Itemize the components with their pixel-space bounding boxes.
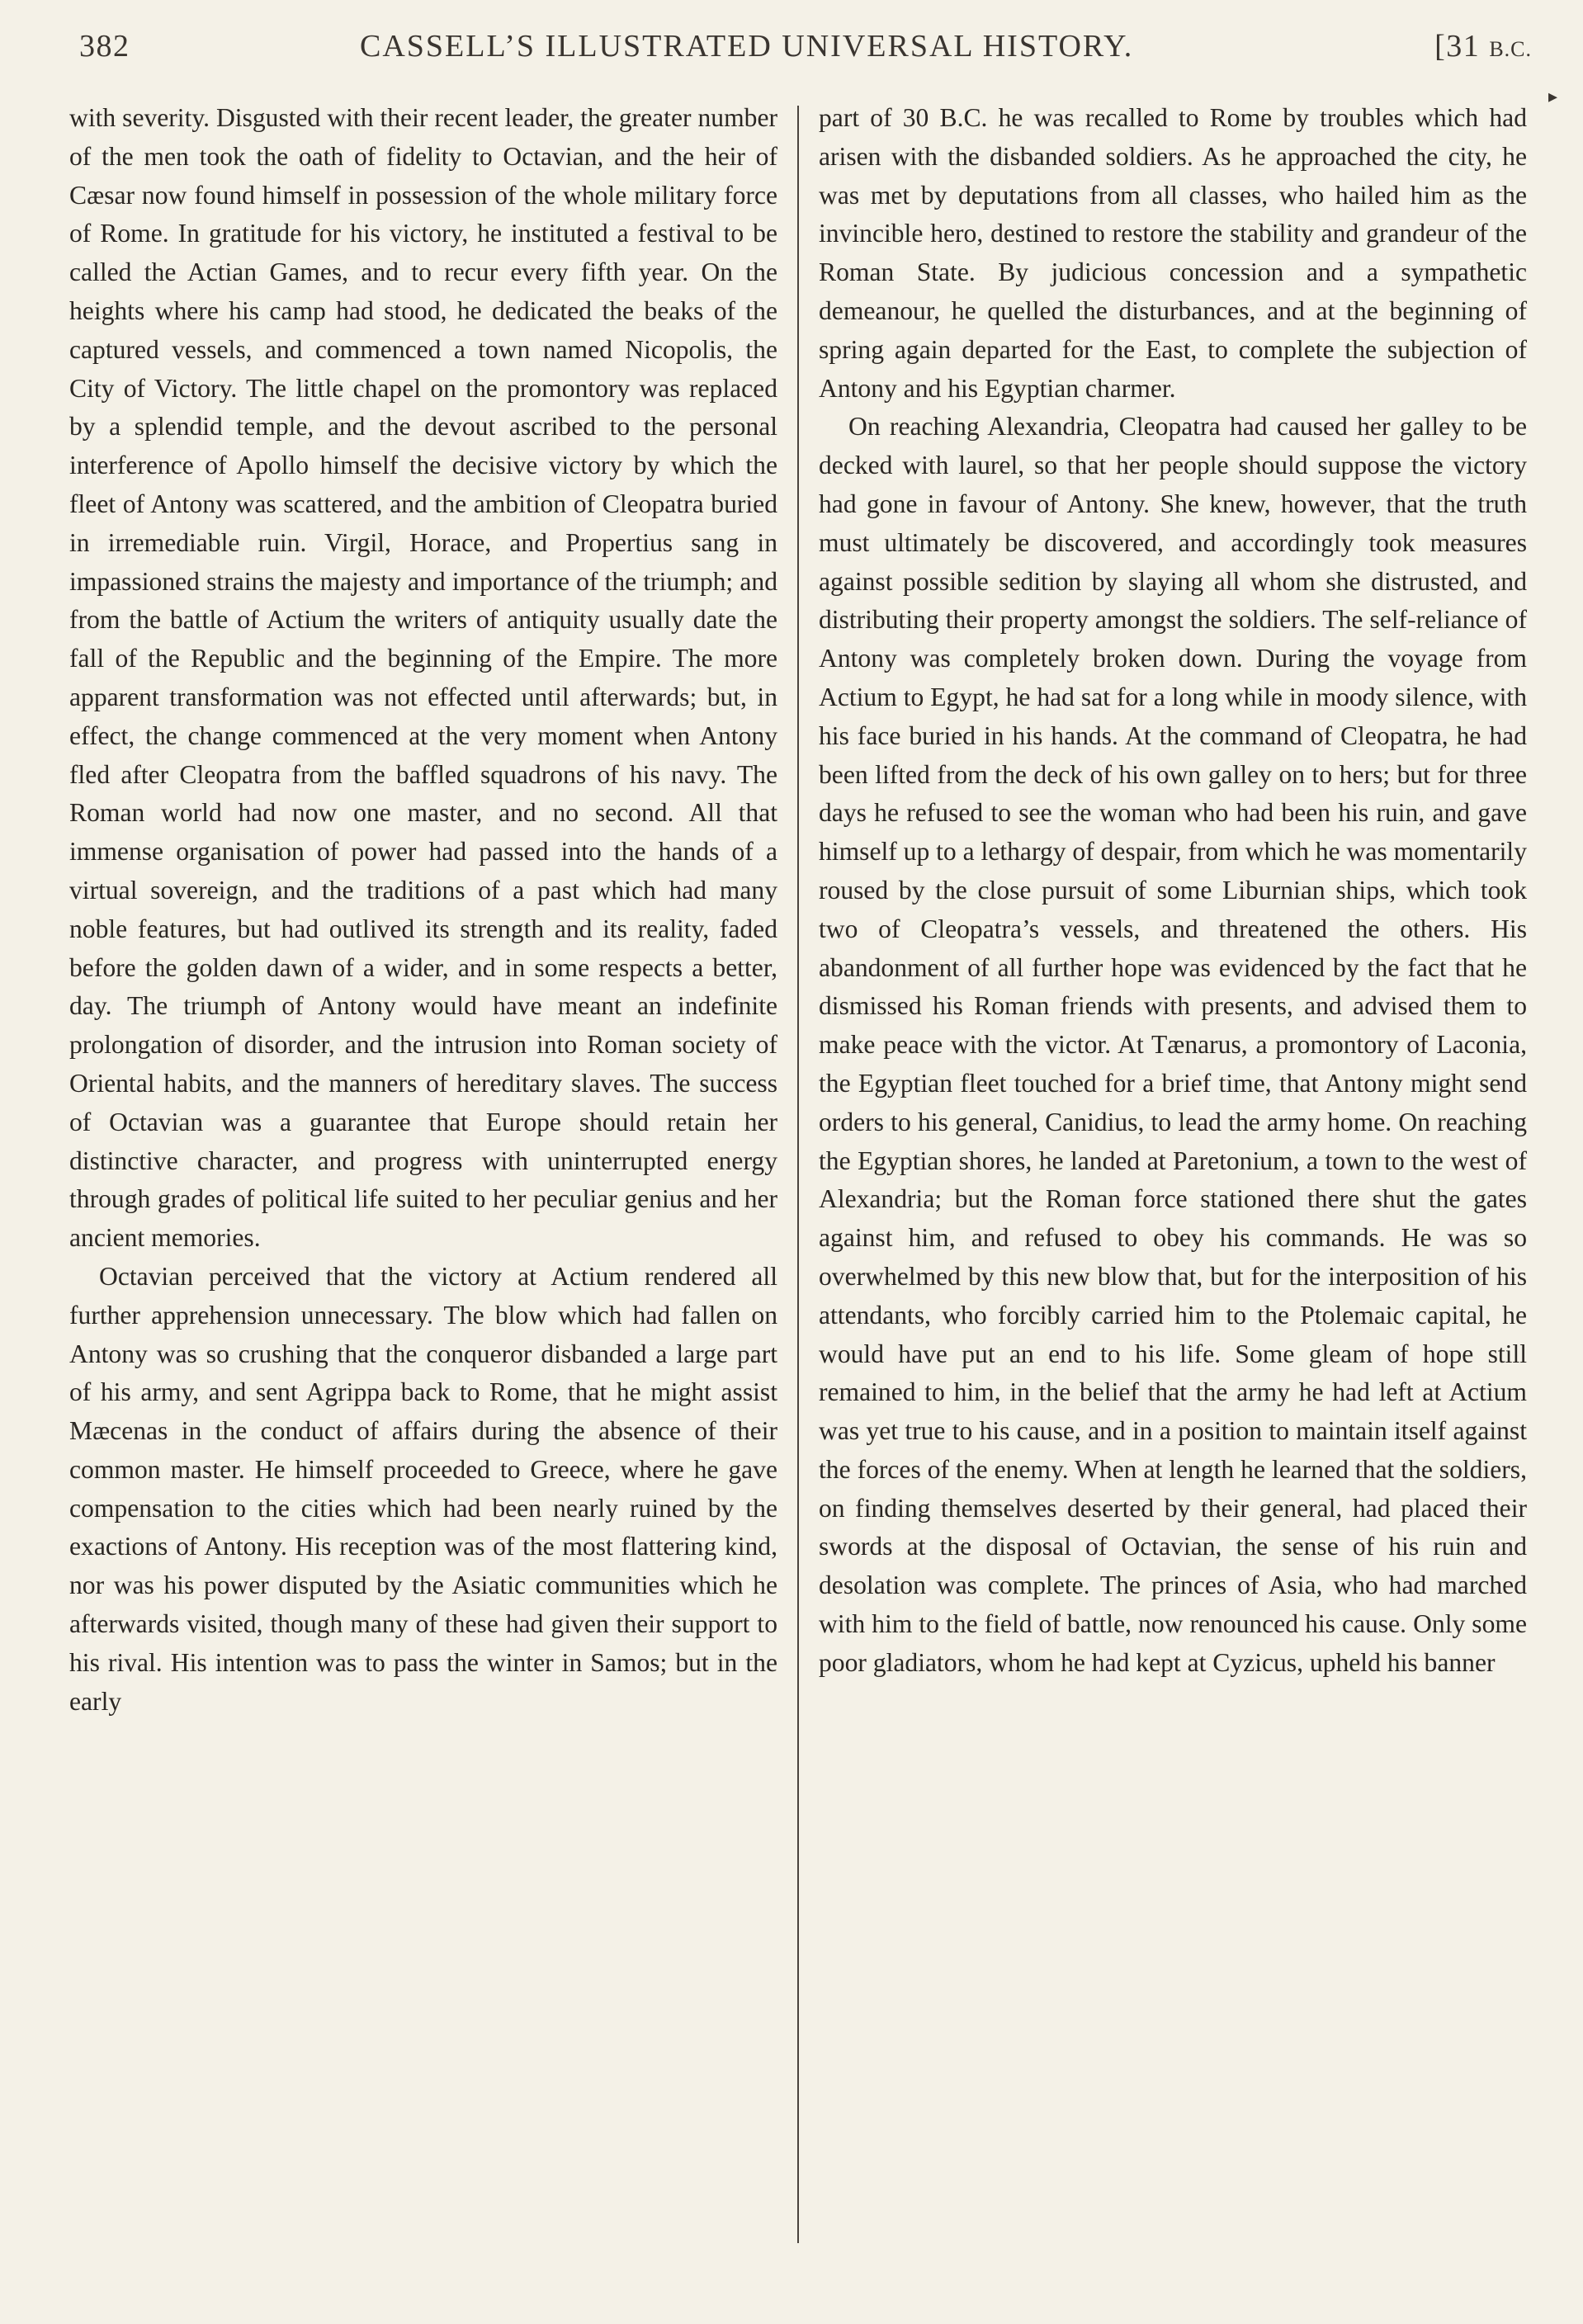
margin-mark: ▸ [1548, 86, 1558, 106]
right-paragraph-1-rest: he was recalled to Rome by troubles which had arisen with the disbanded soldiers. As he approached the city, he was met by deputations from all classes, who hailed him as the invincible hero, destined to restore the stability and grandeur of the Roman State. By judicious concession and a sympathetic demeanour, he quelled the disturbances, and at the beginning of spring again departed for the East, to complete the subjection of Antony and his Egyptian charmer. [819, 103, 1527, 403]
left-paragraph-1: with severity. Disgusted with their recent leader, the greater number of the men took the oath of fidelity to Octavian, and the heir of Cæsar now found himself in possession of the whole military force of Rome. In gratitude for his victory, he instituted a festival to be called the Actian Games, and to recur every fifth year. On the heights where his camp had stood, he dedicated the beaks of the captured vessels, and commenced a town named Nicopolis, the City of Victory. The little chapel on the promontory was replaced by a splendid temple, and the devout ascribed to the personal interference of Apollo himself the decisive victory by which the fleet of Antony was scattered, and the ambition of Cleopatra buried in irremediable ruin. Virgil, Horace, and Propertius sang in impassioned strains the majesty and importance of the triumph; and from the battle of Actium the writers of antiquity usually date the fall of the Republic and the beginning of the Empire. The more apparent transformation was not effected until afterwards; but, in effect, the change commenced at the very moment when Antony fled after Cleopatra from the baffled squadrons of his navy. The Roman world had now one master, and no second. All that immense organisation of power had passed into the hands of a virtual sovereign, and the traditions of a past which had many noble features, but had outlived its strength and its reality, faded before the golden dawn of a wider, and in some respects a better, day. The triumph of Antony would have meant an indefinite prolongation of disorder, and the intrusion into Roman society of Oriental habits, and the manners of hereditary slaves. The success of Octavian was a guarantee that Europe should retain her distinctive character, and progress with uninterrupted energy through grades of political life suited to her peculiar genius and her ancient memories. [69, 103, 777, 1253]
right-paragraph-1-start: part of 30 [819, 103, 940, 132]
column-divider [797, 106, 799, 2243]
running-title: CASSELL’S ILLUSTRATED UNIVERSAL HISTORY. [360, 29, 1134, 64]
right-paragraph-1 [819, 99, 1527, 408]
right-paragraph-2: On reaching Alexandria, Cleopatra had caused her galley to be decked with laurel, so that her people should suppose the victory had gone in favour of Antony. She knew, however, that the truth must ultimately be discovered, and accordingly took measures against possible sedition by slaying all whom she distrusted, and distributing their property amongst the soldiers. The self-reliance of Antony was completely broken down. During the voyage from Actium to Egypt, he had sat for a long while in moody silence, with his face buried in his hands. At the command of Cleopatra, he had been lifted from the deck of his own galley on to hers; but for three days he refused to see the woman who had been his ruin, and gave himself up to a lethargy of despair, from which he was momentarily roused by the close pursuit of some Liburnian ships, which took two of Cleopatra’s vessels, and threatened the others. His abandonment of all further hope was evidenced by the fact that he dismissed his Roman friends with presents, and advised them to make peace with the victor. At Tænarus, a promontory of Laconia, the Egyptian fleet touched for a brief time, that Antony might send orders to his general, Canidius, to lead the army home. On reaching the Egyptian shores, he landed at Paretonium, a town to the west of Alexandria; but the Roman force stationed there shut the gates against him, and refused to obey his commands. He was so overwhelmed by this new blow that, but for the interposition of his attendants, who forcibly carried him to the Ptolemaic capital, he would have put an end to his life. Some gleam of hope still remained to him, in the belief that the army he had left at Actium was yet true to his cause, and in a position to maintain itself against the forces of the enemy. When at length he learned that the soldiers, on finding themselves deserted by their general, had placed their swords at the disposal of Octavian, the sense of his ruin and desolation was complete. The princes of Asia, who had marched with him to the field of battle, now renounced his cause. Only some poor gladiators, whom he had kept at Cyzicus, upheld his banner [819, 412, 1527, 1677]
left-paragraph-2: Octavian perceived that the victory at Actium rendered all further apprehension unnecessary. The blow which had fallen on Antony was so crushing that the conqueror disbanded a large part of his army, and sent Agrippa back to Rome, that he might assist Mæcenas in the conduct of affairs during the absence of their common master. He himself proceeded to Greece, where he gave compensation to the cities which had been nearly ruined by the exactions of Antony. His reception was of the most flattering kind, nor was his power disputed by the Asiatic communities which he afterwards visited, though many of these had given their support to his rival. His intention was to pass the winter in Samos; but in the early [69, 1261, 777, 1716]
date-marker-number: [31 [1434, 29, 1481, 64]
page-header [79, 28, 1532, 78]
left-column [69, 99, 777, 1721]
date-marker-era: B.C. [1489, 37, 1532, 61]
date-marker [1434, 28, 1532, 64]
right-paragraph-1-era: B.C. [939, 103, 988, 132]
page-number: 382 [79, 29, 130, 64]
right-column [819, 99, 1527, 1683]
